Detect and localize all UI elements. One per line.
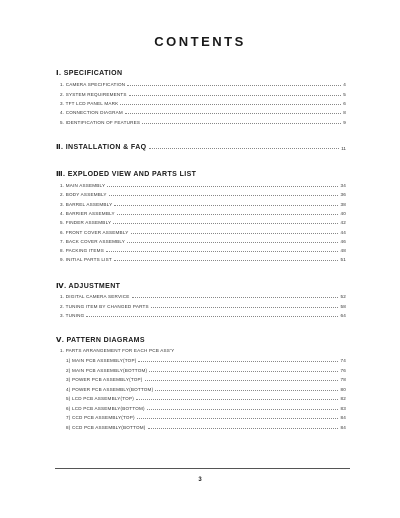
toc-entry-page: 4: [343, 82, 346, 87]
leader-dots: [107, 186, 338, 187]
leader-dots: [127, 242, 338, 243]
toc-entry[interactable]: [60, 89, 346, 97]
toc-entry-label: 4) POWER PCB ASSEMBLY(BOTTOM): [66, 387, 154, 392]
toc-entry-label: 2. BODY ASSEMBLY: [60, 192, 107, 197]
leader-dots: [109, 195, 339, 196]
leader-dots: [148, 428, 339, 429]
toc-entry-page: 84: [340, 425, 346, 430]
leader-dots: [155, 390, 338, 391]
toc-entry-label: 2. TUNING ITEM BY CHANGED PARTS: [60, 304, 149, 309]
toc-entry[interactable]: [60, 199, 346, 207]
leader-dots: [127, 85, 341, 86]
leader-dots: [137, 418, 339, 419]
toc-entry-label: 1. DIGITAL CAMERA SERVICE: [60, 294, 130, 299]
toc-entry[interactable]: [60, 345, 346, 353]
toc-entry-page: 51: [340, 257, 346, 262]
toc-entry-page: 76: [340, 368, 346, 373]
leader-dots: [129, 95, 342, 96]
leader-dots: [142, 123, 341, 124]
toc-entry-page: 42: [340, 220, 346, 225]
toc-entry-page: 11: [341, 146, 346, 151]
toc-entry[interactable]: [60, 117, 346, 125]
toc-entry[interactable]: [60, 217, 346, 225]
leader-dots: [145, 380, 339, 381]
toc-entry[interactable]: [60, 189, 346, 197]
toc-entry-page: 36: [340, 192, 346, 197]
leader-dots: [131, 233, 339, 234]
section-heading-adjustment: Ⅳ. ADJUSTMENT: [56, 283, 121, 290]
toc-entry-label: 8. PACKING ITEMS: [60, 248, 104, 253]
footer-divider: [55, 468, 350, 469]
toc-entry-label: 5) LCD PCB ASSEMBLY(TOP): [66, 396, 134, 401]
leader-dots: [117, 214, 339, 215]
toc-entry-page: 74: [340, 358, 346, 363]
page-title: CONTENTS: [154, 34, 246, 49]
toc-entry-page: 82: [340, 396, 346, 401]
toc-entry-page: 48: [340, 248, 346, 253]
toc-entry-label: 1. CAMERA SPECIFICATION: [60, 82, 126, 87]
toc-entry[interactable]: [66, 412, 346, 420]
toc-entry-page: 58: [340, 304, 346, 309]
toc-entry-label: 5. IDENTIFICATION OF FEATURES: [60, 120, 141, 125]
section-heading-exploded-view: Ⅲ. EXPLODED VIEW AND PARTS LIST: [56, 171, 197, 178]
toc-entry-label: 2. SYSTEM REQUIREMENTS: [60, 92, 127, 97]
leader-dots: [136, 399, 339, 400]
section-heading-installation: Ⅱ. INSTALLATION & FAQ: [56, 144, 147, 151]
toc-entry-page: 80: [340, 387, 346, 392]
toc-entry-label: 9. INITIAL PARTS LIST: [60, 257, 112, 262]
leader-dots: [113, 223, 338, 224]
toc-entry[interactable]: [60, 301, 346, 309]
toc-entry[interactable]: [60, 245, 346, 253]
toc-entry-page: 38: [340, 202, 346, 207]
toc-entry-page: 8: [343, 110, 346, 115]
toc-entry-page: 6: [343, 101, 346, 106]
leader-dots: [147, 409, 339, 410]
toc-entry[interactable]: [66, 384, 346, 392]
toc-entry-installation[interactable]: [56, 142, 346, 151]
toc-entry-page: 83: [340, 406, 346, 411]
toc-entry[interactable]: [60, 107, 346, 115]
toc-entry-label: 1. MAIN ASSEMBLY: [60, 183, 106, 188]
toc-entry-label: 3. TFT LCD PANEL MARK: [60, 101, 119, 106]
toc-entry-label: 1) MAIN PCB ASSEMBLY(TOP): [66, 358, 137, 363]
toc-entry-label: 7) CCD PCB ASSEMBLY(TOP): [66, 415, 135, 420]
toc-entry-page: 52: [340, 294, 346, 299]
toc-entry-page: 44: [340, 230, 346, 235]
toc-entry[interactable]: [66, 403, 346, 411]
leader-dots: [151, 307, 339, 308]
toc-entry-page: 40: [340, 211, 346, 216]
toc-entry[interactable]: [66, 374, 346, 382]
page-number: 3: [198, 477, 202, 483]
leader-dots: [149, 371, 338, 372]
leader-dots: [114, 260, 339, 261]
toc-entry-label: 5. FINDER ASSEMBLY: [60, 220, 112, 225]
toc-entry[interactable]: [66, 365, 346, 373]
leader-dots: [149, 148, 340, 149]
section-heading-specification: Ⅰ. SPECIFICATION: [56, 70, 123, 77]
toc-entry-page: 46: [340, 239, 346, 244]
leader-dots: [120, 104, 341, 105]
toc-entry-page: 34: [340, 183, 346, 188]
section-heading-pattern-diagrams: Ⅴ. PATTERN DIAGRAMS: [56, 337, 145, 344]
toc-entry[interactable]: [60, 254, 346, 262]
leader-dots: [125, 113, 341, 114]
toc-entry-label: 6) LCD PCB ASSEMBLY(BOTTOM): [66, 406, 145, 411]
toc-entry[interactable]: [60, 98, 346, 106]
toc-entry[interactable]: [60, 236, 346, 244]
leader-dots: [138, 361, 338, 362]
toc-entry-label: 4. BARRIER ASSEMBLY: [60, 211, 115, 216]
toc-entry-page: 5: [343, 92, 346, 97]
toc-entry-page: 9: [343, 120, 346, 125]
toc-entry-label: 3. TUNING: [60, 313, 85, 318]
toc-entry[interactable]: [60, 310, 346, 318]
toc-entry-label: 1. PARTS ARRANGEMENT FOR EACH PCB ASS'Y: [60, 348, 175, 353]
toc-entry-label: 3) POWER PCB ASSEMBLY(TOP): [66, 377, 143, 382]
toc-entry[interactable]: [66, 422, 346, 430]
toc-entry-label: 3. BARREL ASSEMBLY: [60, 202, 113, 207]
toc-entry-label: 2) MAIN PCB ASSEMBLY(BOTTOM): [66, 368, 148, 373]
toc-entry[interactable]: [60, 180, 346, 188]
toc-entry[interactable]: [60, 79, 346, 87]
toc-entry-page: 64: [340, 313, 346, 318]
toc-entry[interactable]: [66, 355, 346, 363]
toc-entry-page: 84: [340, 415, 346, 420]
toc-entry-label: 7. BACK COVER ASSEMBLY: [60, 239, 126, 244]
toc-entry-label: 6. FRONT COVER ASSEMBLY: [60, 230, 129, 235]
leader-dots: [106, 251, 339, 252]
leader-dots: [114, 205, 338, 206]
toc-entry-page: 78: [340, 377, 346, 382]
toc-entry[interactable]: [60, 291, 346, 299]
leader-dots: [86, 316, 338, 317]
toc-entry[interactable]: [60, 208, 346, 216]
toc-entry-label: 4. CONNECTION DIAGRAM: [60, 110, 123, 115]
toc-entry-label: 8) CCD PCB ASSEMBLY(BOTTOM): [66, 425, 146, 430]
toc-entry[interactable]: [60, 227, 346, 235]
leader-dots: [132, 297, 339, 298]
toc-entry[interactable]: [66, 393, 346, 401]
